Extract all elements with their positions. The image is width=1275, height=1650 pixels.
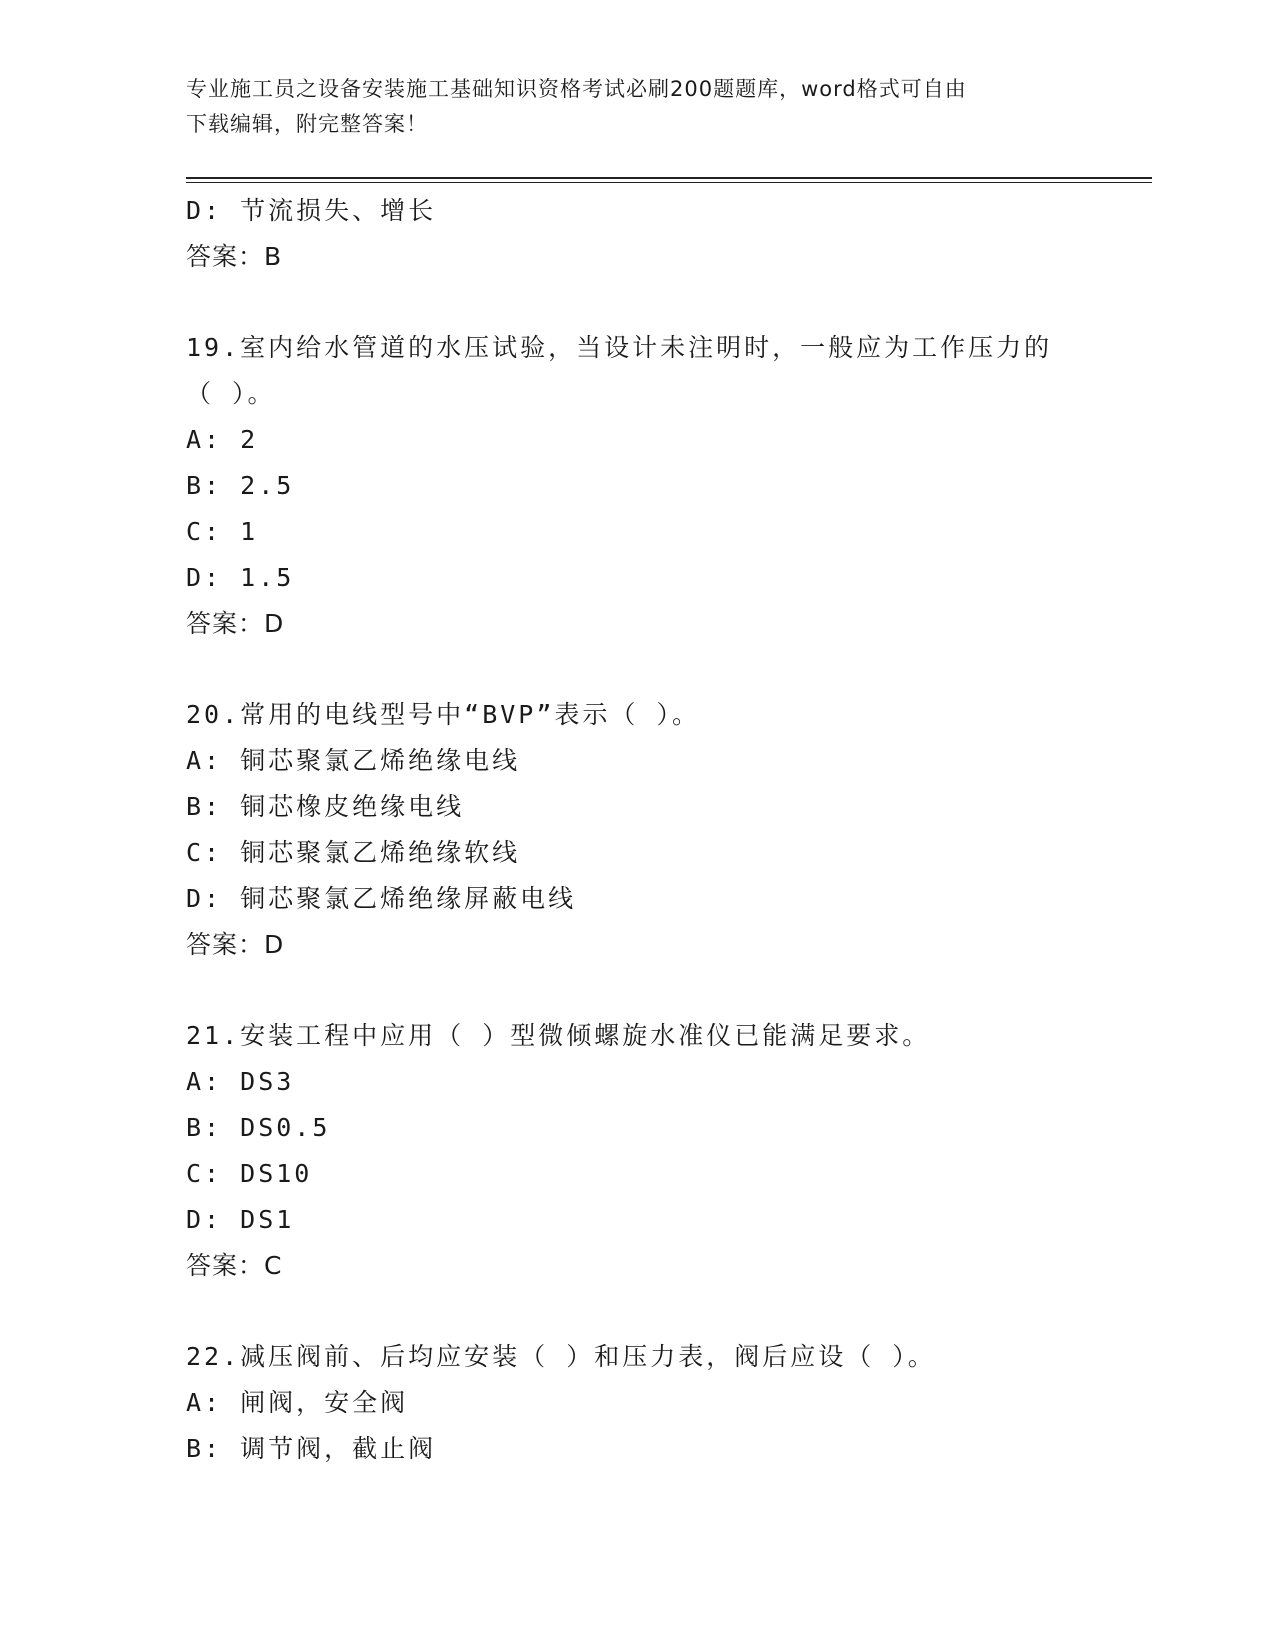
document-header — [186, 72, 1086, 142]
spacer — [186, 968, 1152, 1013]
option-b: B: DS0.5 — [186, 1113, 331, 1142]
header-line-1: 专业施工员之设备安装施工基础知识资格考试必刷200题题库，word格式可自由 — [186, 77, 967, 101]
spacer — [186, 647, 1152, 692]
answer-line: 答案：C — [186, 1251, 283, 1280]
question-stem: 19.室内给水管道的水压试验，当设计未注明时，一般应为工作压力的 — [186, 333, 1053, 362]
spacer — [186, 1289, 1152, 1334]
option-b: B: 铜芯橡皮绝缘电线 — [186, 792, 465, 821]
header-line-2: 下载编辑，附完整答案！ — [186, 112, 428, 136]
question-19 — [186, 325, 1152, 647]
option-a: A: 闸阀，安全阀 — [186, 1388, 409, 1417]
question-stem: 20.常用的电线型号中“BVP”表示（ ）。 — [186, 700, 700, 729]
question-list — [186, 188, 1152, 1472]
question-stem: 22.减压阀前、后均应安装（ ）和压力表，阀后应设（ ）。 — [186, 1342, 936, 1371]
question-stem: 21.安装工程中应用（ ）型微倾螺旋水准仪已能满足要求。 — [186, 1021, 931, 1050]
header-divider-thick — [186, 177, 1152, 179]
option-c: C: 1 — [186, 517, 259, 546]
answer-line: 答案：D — [186, 609, 285, 638]
question-20 — [186, 692, 1152, 968]
question-21 — [186, 1013, 1152, 1289]
option-b: B: 调节阀，截止阀 — [186, 1434, 437, 1463]
option-d: D: DS1 — [186, 1205, 295, 1234]
question-stem-continuation: （ ）。 — [186, 379, 276, 408]
option-d: D: 1.5 — [186, 563, 295, 592]
answer-line: 答案：B — [186, 242, 283, 271]
option-a: A: 2 — [186, 425, 259, 454]
option-d: D: 节流损失、增长 — [186, 196, 437, 225]
header-divider-thin — [186, 182, 1152, 183]
spacer — [186, 280, 1152, 325]
option-b: B: 2.5 — [186, 471, 295, 500]
option-a: A: DS3 — [186, 1067, 295, 1096]
option-d: D: 铜芯聚氯乙烯绝缘屏蔽电线 — [186, 884, 577, 913]
option-a: A: 铜芯聚氯乙烯绝缘电线 — [186, 746, 521, 775]
option-c: C: 铜芯聚氯乙烯绝缘软线 — [186, 838, 521, 867]
answer-line: 答案：D — [186, 930, 285, 959]
question-22 — [186, 1334, 1152, 1472]
option-c: C: DS10 — [186, 1159, 313, 1188]
